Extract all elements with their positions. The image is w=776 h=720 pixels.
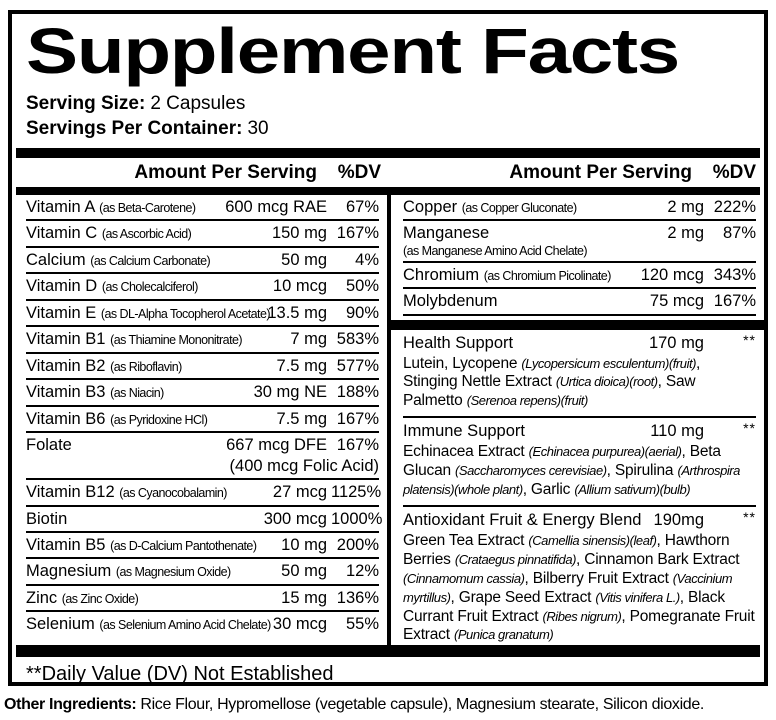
blend-amount: 110 mg <box>650 422 704 441</box>
row-vitamin-e <box>26 301 379 327</box>
daily-value-footnote: **Daily Value (DV) Not Established <box>26 663 334 686</box>
row-biotin <box>26 507 383 533</box>
nutrient-amount: 30 mcg <box>272 615 327 634</box>
row-zinc <box>26 586 379 612</box>
dv-header: %DV <box>337 161 381 183</box>
row-magnesium <box>26 559 379 585</box>
page-title: Supplement Facts <box>26 15 679 87</box>
nutrient-form: (as Ascorbic Acid) <box>101 227 192 242</box>
nutrient-amount: 30 mg NE <box>253 383 327 402</box>
servings-per-container-value: 30 <box>247 117 269 139</box>
row-vitamin-b6 <box>26 407 379 433</box>
nutrient-amount: 10 mg <box>281 535 327 554</box>
servings-per-container-line <box>26 116 764 141</box>
nutrient-amount: 2 mg <box>667 224 704 243</box>
nutrient-amount: 150 mg <box>271 224 327 243</box>
nutrient-amount: 15 mg <box>281 588 327 607</box>
blend-dv-asterisks: ** <box>743 420 756 437</box>
nutrient-name: Molybdenum <box>403 292 498 311</box>
left-column <box>12 195 387 646</box>
row-vitamin-b1 <box>26 327 379 353</box>
row-chromium <box>403 263 756 289</box>
nutrient-name: Vitamin B1 <box>26 330 106 349</box>
nutrient-name: Vitamin B5 <box>26 535 106 554</box>
nutrient-name: Manganese <box>403 224 490 243</box>
nutrient-name: Folate <box>26 436 72 455</box>
row-vitamin-b5 <box>26 533 379 559</box>
nutrient-dv: 1000% <box>331 509 383 528</box>
row-calcium <box>26 248 379 274</box>
blend-health-support <box>403 330 756 419</box>
nutrient-dv: 167% <box>336 224 379 243</box>
serving-info <box>26 91 764 141</box>
blend-name: Antioxidant Fruit & Energy Blend <box>403 510 642 529</box>
nutrient-form: (as Magnesium Oxide) <box>115 565 231 580</box>
nutrient-amount: 120 mcg <box>640 265 704 284</box>
nutrient-name: Biotin <box>26 509 68 528</box>
nutrient-name: Vitamin B3 <box>26 383 106 402</box>
nutrient-name: Vitamin B2 <box>26 356 106 375</box>
nutrient-form: (as Beta-Carotene) <box>99 200 196 215</box>
row-manganese <box>403 221 756 262</box>
nutrient-amount: 10 mcg <box>272 277 327 296</box>
row-vitamin-d <box>26 274 379 300</box>
nutrient-form: (as Cholecalciferol) <box>101 280 198 295</box>
nutrient-form: (as DL-Alpha Tocopherol Acetate) <box>100 306 270 321</box>
row-vitamin-b2 <box>26 354 379 380</box>
row-vitamin-b3 <box>26 380 379 406</box>
divider-bar-bottom <box>16 645 760 657</box>
serving-size-value: 2 Capsules <box>150 92 246 114</box>
nutrient-form: (as Cyanocobalamin) <box>119 486 227 501</box>
nutrient-name: Selenium <box>26 615 95 634</box>
blend-ingredients: Green Tea Extract (Camellia sinensis)(leaf), Hawthorn Berries (Crataegus pinnatifida), Cinnamon Bark Extract (Cinnamomum cassia), Bilberry Fruit Extract (Vaccinium myrtillus), Grape Seed Extract (Vitis vinifera L.), Black Currant Fruit Extract (Ribes nigrum), Pomegranate Fruit Extract (Punica granatum) <box>403 531 755 644</box>
nutrient-amount: 667 mcg DFE <box>226 436 327 455</box>
blend-amount: 190mg <box>653 510 704 529</box>
nutrient-form: (as Riboflavin) <box>110 359 182 374</box>
column-header-right <box>389 162 764 184</box>
nutrient-name: Copper <box>403 197 458 216</box>
nutrient-dv: 12% <box>345 562 379 581</box>
nutrient-dv: 50% <box>345 277 379 296</box>
blend-ingredients: Lutein, Lycopene (Lycopersicum esculentum)(fruit), Stinging Nettle Extract (Urtica dioica)(root), Saw Palmetto (Serenoa repens)(fruit) <box>403 354 701 410</box>
nutrient-amount: 50 mg <box>281 250 327 269</box>
nutrient-name: Vitamin B12 <box>26 483 115 502</box>
nutrient-amount: 27 mcg <box>272 483 327 502</box>
nutrient-form: (as Copper Gluconate) <box>461 200 577 215</box>
nutrient-name: Vitamin D <box>26 277 98 296</box>
servings-per-container-label: Servings Per Container: <box>26 117 243 139</box>
nutrient-amount: 7 mg <box>290 330 327 349</box>
nutrient-amount: 7.5 mg <box>276 409 327 428</box>
nutrient-amount-secondary: (400 mcg Folic Acid) <box>229 456 379 475</box>
nutrient-name: Vitamin B6 <box>26 409 106 428</box>
divider-bar-right-column <box>391 320 764 330</box>
row-selenium <box>26 612 379 636</box>
row-folate <box>26 433 379 480</box>
nutrient-name: Chromium <box>403 265 480 284</box>
nutrient-name: Magnesium <box>26 562 112 581</box>
nutrient-form: (as Calcium Carbonate) <box>90 253 211 268</box>
nutrient-amount: 7.5 mg <box>276 356 327 375</box>
nutrient-dv: 167% <box>336 436 379 455</box>
nutrient-dv: 90% <box>345 303 379 322</box>
nutrient-form: (as Chromium Picolinate) <box>483 268 611 283</box>
divider-bar-under-headers <box>16 187 760 195</box>
nutrient-dv: 4% <box>355 250 379 269</box>
nutrient-dv: 222% <box>713 197 756 216</box>
amount-per-serving-header: Amount Per Serving <box>134 161 317 183</box>
nutrient-dv: 200% <box>336 535 379 554</box>
nutrient-amount: 2 mg <box>667 197 704 216</box>
blend-dv-asterisks: ** <box>743 508 756 525</box>
blend-ingredients: Echinacea Extract (Echinacea purpurea)(aerial), Beta Glucan (Saccharomyces cerevisiae), Spirulina (Arthrospira platensis)(whole plant), Garlic (Allium sativum)(bulb) <box>403 443 740 499</box>
nutrient-form: (as Selenium Amino Acid Chelate) <box>99 618 271 633</box>
nutrient-form: (as Thiamine Mononitrate) <box>110 333 243 348</box>
amount-per-serving-header: Amount Per Serving <box>509 161 692 183</box>
row-vitamin-a <box>26 195 379 221</box>
right-column <box>387 195 764 646</box>
nutrient-amount: 600 mcg RAE <box>225 197 327 216</box>
nutrient-name: Zinc <box>26 588 58 607</box>
nutrient-amount: 50 mg <box>281 562 327 581</box>
serving-size-line <box>26 91 764 116</box>
row-vitamin-b12 <box>26 480 382 506</box>
serving-size-label: Serving Size: <box>26 92 146 114</box>
other-ingredients-label: Other Ingredients: <box>4 696 137 713</box>
nutrient-dv: 188% <box>336 383 379 402</box>
row-molybdenum <box>403 289 756 315</box>
nutrient-dv: 583% <box>336 330 379 349</box>
nutrient-form: (as Manganese Amino Acid Chelate) <box>403 243 588 258</box>
nutrient-dv: 167% <box>336 409 379 428</box>
nutrient-form: (as Niacin) <box>110 386 164 401</box>
nutrient-name: Calcium <box>26 250 86 269</box>
blend-dv-asterisks: ** <box>743 331 756 348</box>
nutrient-amount: 13.5 mg <box>267 303 327 322</box>
nutrient-form: (as Pyridoxine HCl) <box>110 412 208 427</box>
blend-immune-support <box>403 418 756 507</box>
blend-name: Immune Support <box>403 422 525 441</box>
blend-amount: 170 mg <box>648 333 704 352</box>
supplement-facts-panel <box>8 10 768 686</box>
nutrient-dv: 136% <box>336 588 379 607</box>
nutrient-amount: 75 mcg <box>649 292 704 311</box>
blend-name: Health Support <box>403 333 514 352</box>
column-headers <box>12 158 764 187</box>
facts-columns <box>12 195 764 646</box>
nutrient-dv: 55% <box>345 615 379 634</box>
nutrient-form: (as Zinc Oxide) <box>61 591 139 606</box>
nutrient-form: (as D-Calcium Pantothenate) <box>110 538 257 553</box>
other-ingredients <box>4 696 774 714</box>
row-vitamin-c <box>26 221 379 247</box>
other-ingredients-value: Rice Flour, Hypromellose (vegetable capsule), Magnesium stearate, Silicon dioxide. <box>140 696 704 713</box>
nutrient-dv: 87% <box>722 224 756 243</box>
nutrient-dv: 167% <box>713 292 756 311</box>
nutrient-dv: 1125% <box>331 483 382 502</box>
dv-header: %DV <box>712 161 756 183</box>
nutrient-name: Vitamin E <box>26 303 97 322</box>
row-copper <box>403 195 756 221</box>
nutrient-name: Vitamin C <box>26 224 98 243</box>
divider-bar-top <box>16 148 760 158</box>
nutrient-dv: 67% <box>345 197 379 216</box>
nutrient-amount: 300 mcg <box>263 509 327 528</box>
nutrient-dv: 577% <box>336 356 379 375</box>
blend-antioxidant-fruit-energy <box>403 507 756 645</box>
nutrient-dv: 343% <box>713 265 756 284</box>
column-header-left <box>12 162 389 184</box>
nutrient-name: Vitamin A <box>26 197 95 216</box>
